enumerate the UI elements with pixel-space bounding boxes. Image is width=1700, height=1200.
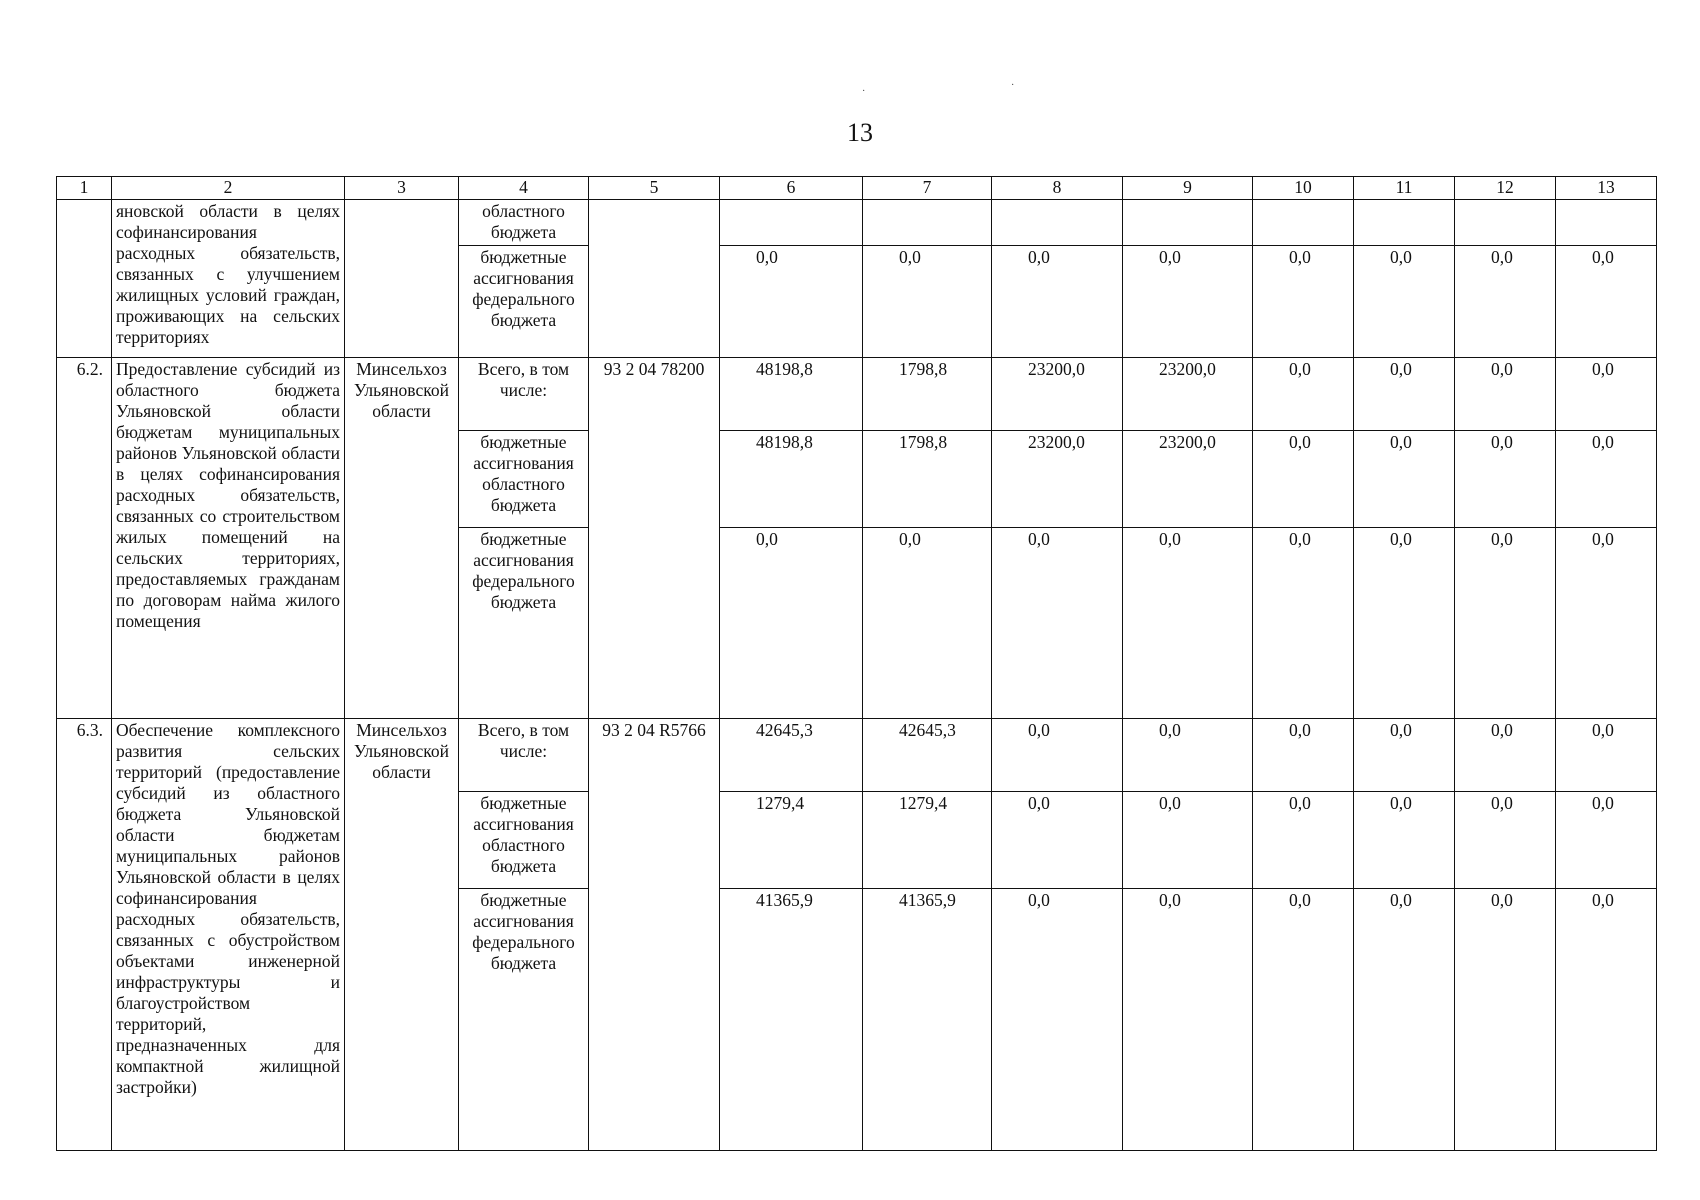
value-cell: 0,0 [863,246,992,358]
value-cell [1455,200,1556,246]
column-header: 12 [1455,177,1556,200]
column-header: 9 [1123,177,1253,200]
value-cell: 0,0 [1556,246,1657,358]
funding-type: Всего, в том числе: [459,719,589,792]
value-cell: 0,0 [1455,889,1556,1151]
value-cell: 42645,3 [720,719,863,792]
column-header: 11 [1354,177,1455,200]
value-cell: 0,0 [992,719,1123,792]
value-cell: 1279,4 [720,792,863,889]
value-cell: 0,0 [720,528,863,719]
column-header: 4 [459,177,589,200]
budget-table [56,176,1657,1151]
code-cell [589,200,720,358]
value-cell: 0,0 [1556,792,1657,889]
value-cell: 48198,8 [720,431,863,528]
value-cell [1253,200,1354,246]
value-cell: 0,0 [1354,792,1455,889]
value-cell: 0,0 [1354,719,1455,792]
value-cell: 23200,0 [1123,431,1253,528]
value-cell: 0,0 [992,792,1123,889]
item-description: Обеспечение комплексного развития сельских территорий (предоставление субсидий из областного бюджета Ульяновской области бюджетам муниципальных районов Ульяновской области в целях софинансирования расходных обязательств, связанных с обустройством объектами инженерной инфраструктуры и благоустройством территорий, предназначенных для компактной жилищной застройки) [112,719,345,1151]
funding-type: бюджетные ассигнования областного бюджета [459,792,589,889]
item-number: 6.3. [57,719,112,1151]
value-cell: 0,0 [1354,246,1455,358]
value-cell [992,200,1123,246]
value-cell: 0,0 [1123,792,1253,889]
value-cell [1556,200,1657,246]
value-cell: 23200,0 [1123,358,1253,431]
value-cell: 0,0 [992,528,1123,719]
executor-cell [345,200,459,358]
value-cell: 23200,0 [992,358,1123,431]
column-header: 7 [863,177,992,200]
funding-type: бюджетные ассигнования федерального бюджета [459,528,589,719]
value-cell: 0,0 [1455,719,1556,792]
value-cell: 0,0 [1253,792,1354,889]
value-cell: 0,0 [1455,792,1556,889]
value-cell: 1798,8 [863,358,992,431]
value-cell: 0,0 [1123,246,1253,358]
value-cell: 0,0 [1455,431,1556,528]
item-number: 6.2. [57,358,112,719]
value-cell: 42645,3 [863,719,992,792]
value-cell [1354,200,1455,246]
value-cell: 0,0 [1556,358,1657,431]
value-cell: 41365,9 [863,889,992,1151]
value-cell: 0,0 [1253,719,1354,792]
value-cell: 1798,8 [863,431,992,528]
item-description: яновской области в целях софинансирования расходных обязательств, связанных с улучшением жилищных условий граждан, проживающих на сельских территориях [112,200,345,358]
value-cell: 0,0 [863,528,992,719]
item-number-cell [57,200,112,358]
funding-type: бюджетные ассигнования областного бюджета [459,431,589,528]
item-description: Предоставление субсидий из областного бюджета Ульяновской области бюджетам муниципальных районов Ульяновской области в целях софинансирования расходных обязательств, связанных со строительством жилых помещений на сельских территориях, предоставляемых гражданам по договорам найма жилого помещения [112,358,345,719]
value-cell: 0,0 [1253,358,1354,431]
value-cell: 1279,4 [863,792,992,889]
value-cell: 0,0 [1354,528,1455,719]
budget-code: 93 2 04 78200 [589,358,720,719]
value-cell: 0,0 [1354,889,1455,1151]
value-cell: 0,0 [720,246,863,358]
scan-speck: · [1011,80,1015,91]
value-cell: 41365,9 [720,889,863,1151]
value-cell: 0,0 [1354,358,1455,431]
funding-type: Всего, в том числе: [459,358,589,431]
header-row [57,177,1657,200]
column-header: 1 [57,177,112,200]
table-row [57,358,1657,431]
value-cell: 0,0 [1455,528,1556,719]
page-number: 13 [847,118,873,147]
value-cell [720,200,863,246]
value-cell: 0,0 [1253,246,1354,358]
value-cell [863,200,992,246]
value-cell: 0,0 [1123,719,1253,792]
value-cell: 0,0 [1556,528,1657,719]
value-cell: 0,0 [1123,528,1253,719]
column-header: 13 [1556,177,1657,200]
column-header: 2 [112,177,345,200]
column-header: 10 [1253,177,1354,200]
column-header: 3 [345,177,459,200]
column-header: 5 [589,177,720,200]
table-row [57,200,1657,246]
value-cell [1123,200,1253,246]
value-cell: 0,0 [992,889,1123,1151]
value-cell: 0,0 [1556,719,1657,792]
value-cell: 0,0 [992,246,1123,358]
scan-speck: · [862,86,866,97]
funding-type: областного бюджета [459,200,589,246]
funding-type: бюджетные ассигнования федерального бюджета [459,889,589,1151]
funding-type: бюджетные ассигнования федерального бюджета [459,246,589,358]
value-cell: 0,0 [1253,889,1354,1151]
budget-code: 93 2 04 R5766 [589,719,720,1151]
column-header: 8 [992,177,1123,200]
value-cell: 23200,0 [992,431,1123,528]
value-cell: 0,0 [1253,431,1354,528]
value-cell: 0,0 [1556,889,1657,1151]
value-cell: 48198,8 [720,358,863,431]
value-cell: 0,0 [1556,431,1657,528]
table-row [57,719,1657,792]
column-header: 6 [720,177,863,200]
executor: Минсельхоз Ульяновской области [345,719,459,1151]
value-cell: 0,0 [1123,889,1253,1151]
value-cell: 0,0 [1455,246,1556,358]
value-cell: 0,0 [1354,431,1455,528]
executor: Минсельхоз Ульяновской области [345,358,459,719]
value-cell: 0,0 [1455,358,1556,431]
value-cell: 0,0 [1253,528,1354,719]
